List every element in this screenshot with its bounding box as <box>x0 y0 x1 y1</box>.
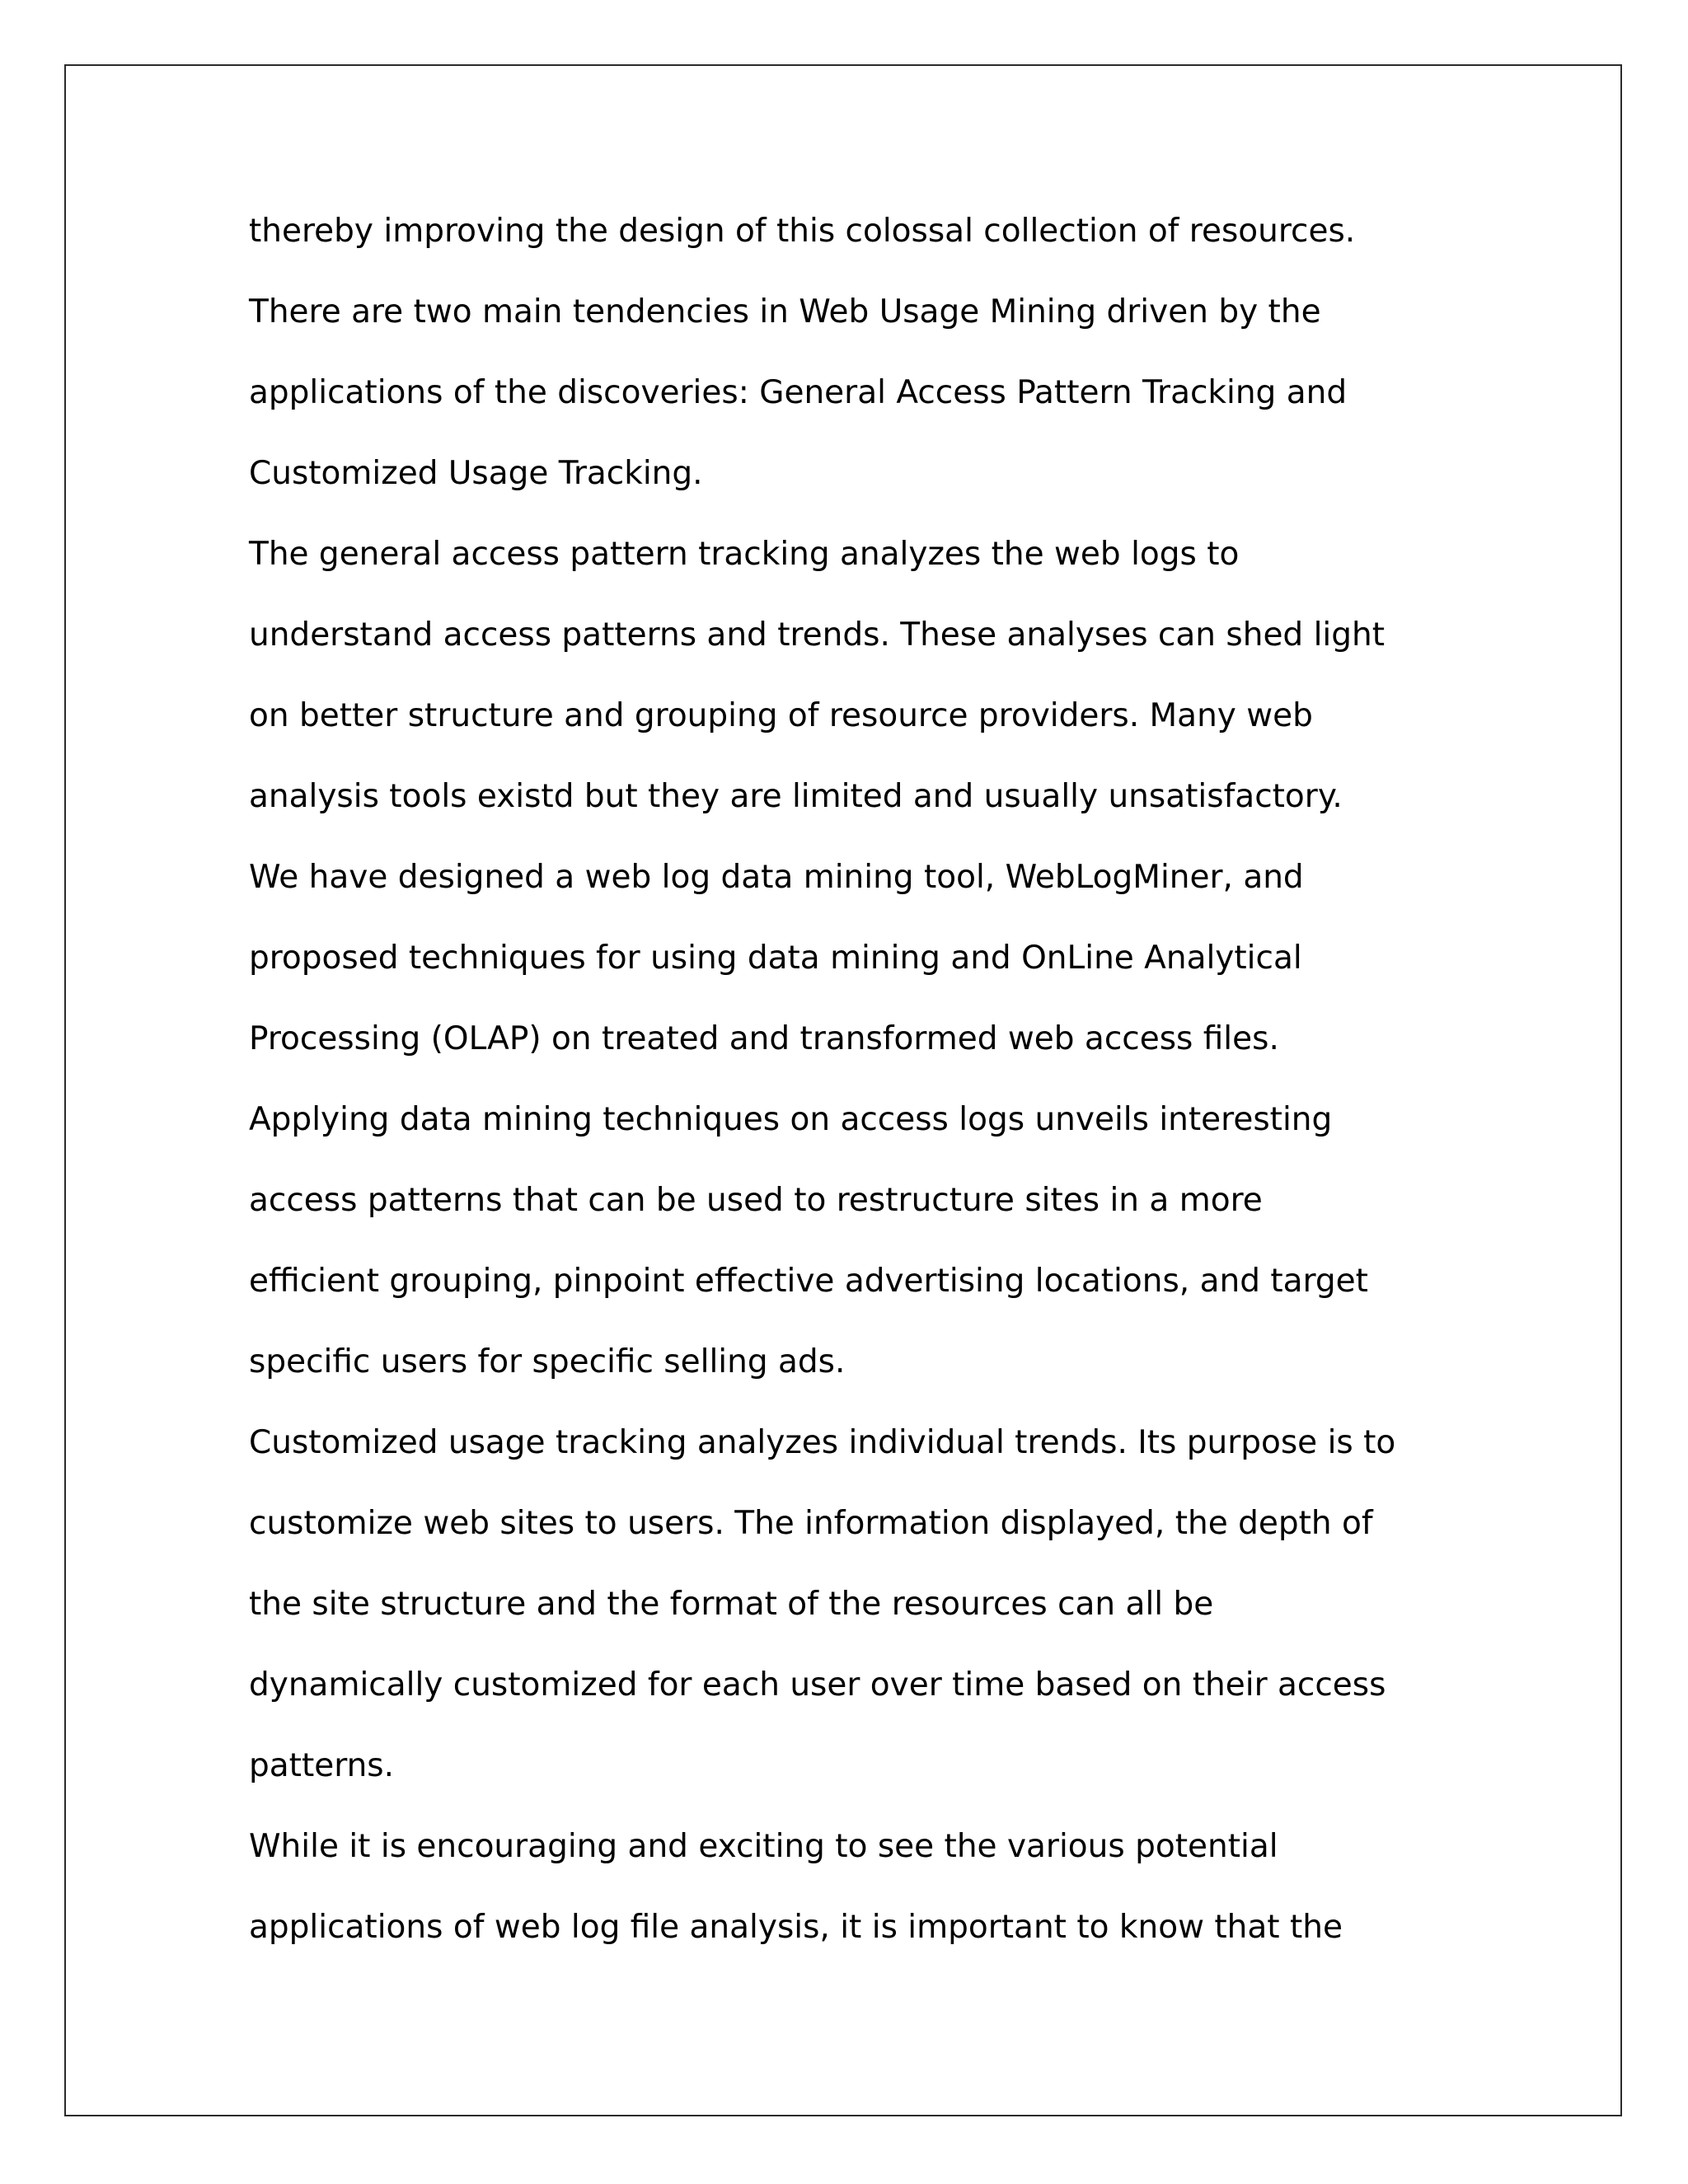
text-line: Customized Usage Tracking. <box>249 455 703 492</box>
text-line: There are two main tendencies in Web Usage Mining driven by the <box>249 293 1321 330</box>
text-line: access patterns that can be used to restructure sites in a more <box>249 1182 1263 1219</box>
text-line: We have designed a web log data mining tool, WebLogMiner, and <box>249 859 1304 896</box>
document-body <box>249 191 1485 1968</box>
text-line: efficient grouping, pinpoint effective advertising locations, and target <box>249 1263 1368 1300</box>
text-line: applications of web log file analysis, it is important to know that the <box>249 1909 1343 1946</box>
text-line: dynamically customized for each user over time based on their access <box>249 1666 1386 1704</box>
text-line: customize web sites to users. The information displayed, the depth of <box>249 1505 1373 1542</box>
text-line: Applying data mining techniques on access logs unveils interesting <box>249 1101 1333 1138</box>
text-line: specific users for specific selling ads. <box>249 1343 846 1380</box>
text-line: patterns. <box>249 1747 395 1784</box>
text-line: the site structure and the format of the resources can all be <box>249 1586 1214 1623</box>
text-line: thereby improving the design of this colossal collection of resources. <box>249 213 1356 250</box>
text-line: proposed techniques for using data mining and OnLine Analytical <box>249 940 1302 977</box>
text-line: on better structure and grouping of resource providers. Many web <box>249 697 1313 734</box>
text-line: Customized usage tracking analyzes individual trends. Its purpose is to <box>249 1424 1396 1461</box>
text-line: applications of the discoveries: General Access Pattern Tracking and <box>249 374 1348 411</box>
text-line: analysis tools existd but they are limited and usually unsatisfactory. <box>249 778 1343 815</box>
text-line: While it is encouraging and exciting to see the various potential <box>249 1828 1278 1865</box>
text-line: The general access pattern tracking analyzes the web logs to <box>249 536 1240 573</box>
text-line: understand access patterns and trends. These analyses can shed light <box>249 616 1386 654</box>
text-line: Processing (OLAP) on treated and transformed web access files. <box>249 1020 1279 1057</box>
